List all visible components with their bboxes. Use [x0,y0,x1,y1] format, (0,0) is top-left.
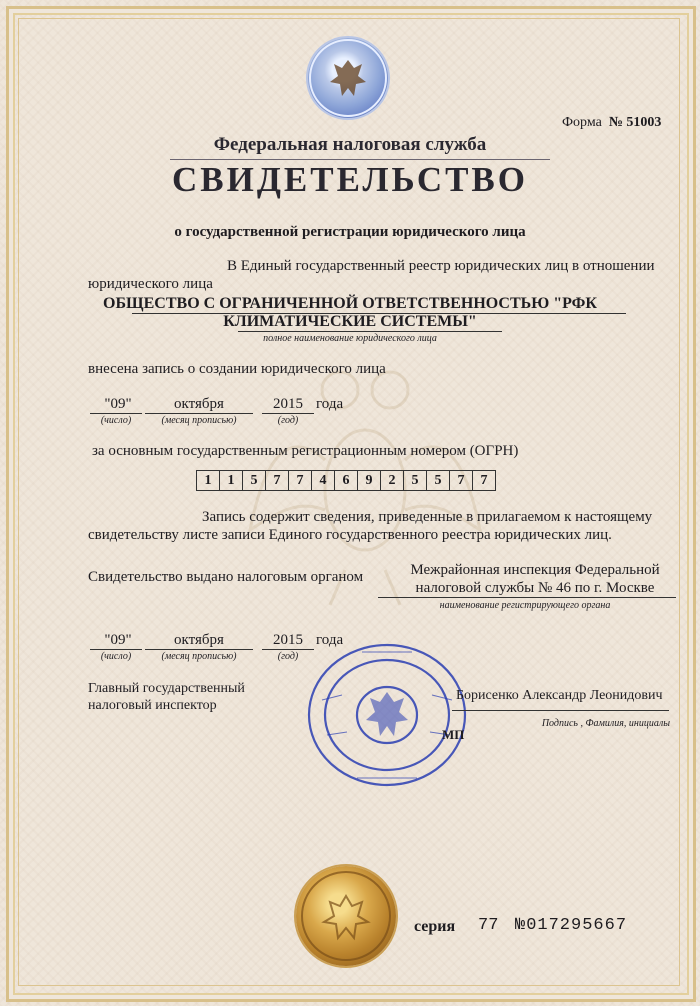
ogrn-boxes [196,470,496,491]
signer-line [452,710,669,711]
registry-text-line1: В Единый государственный реестр юридических лиц в отношении [227,258,655,274]
issue-year-caption: (год) [277,651,299,662]
series-label: серия [414,918,456,935]
ogrn-digit: 7 [266,471,289,490]
registry-text-line2: юридического лица [88,276,213,292]
issue-day-caption: (число) [100,651,132,662]
org-name-underline-2 [238,331,502,332]
record-text-line1: Запись содержит сведения, приведенные в прилагаемом к настоящему [202,509,653,525]
issue-year: 2015 [273,632,303,648]
ogrn-digit: 9 [358,471,381,490]
signer-name: Борисенко Александр Леонидович [456,688,663,703]
ogrn-digit: 6 [335,471,358,490]
entry-month-caption: (месяц прописью) [161,415,237,426]
org-name-underline [132,313,626,314]
series-number: 77 [478,916,499,935]
form-number: Форма № 51003 [562,115,662,130]
signer-caption: Подпись , Фамилия, инициалы [541,718,670,729]
serial-number: №017295667 [515,916,628,935]
issuer-organ-line [378,597,676,598]
record-text-line2: свидетельству листе записи Единого государственного реестра юридических лиц. [88,527,612,543]
ogrn-label: за основным государственным регистрационным номером (ОГРН) [92,443,519,459]
ogrn-digit: 5 [243,471,266,490]
ogrn-digit: 7 [289,471,312,490]
agency-name: Федеральная налоговая служба [213,134,487,155]
issue-month-caption: (месяц прописью) [161,651,237,662]
page-subtitle: о государственной регистрации юридического лица [174,224,526,240]
entry-day: "09" [104,396,132,412]
entry-year-line [262,413,314,414]
entry-month: октября [174,396,224,412]
entry-month-line [145,413,253,414]
ogrn-digit: 1 [220,471,243,490]
entry-text: внесена запись о создании юридического лица [88,361,386,377]
ogrn-digit: 7 [450,471,473,490]
ogrn-digit: 4 [312,471,335,490]
ogrn-digit: 5 [404,471,427,490]
hologram-emblem [308,38,388,118]
inspector-position: Главный государственный налоговый инспектор [88,681,245,713]
entry-day-caption: (число) [100,415,132,426]
issue-day-line [90,649,142,650]
issue-year-suffix: года [316,632,344,648]
entry-year-suffix: года [316,396,344,412]
ogrn-digit: 1 [197,471,220,490]
official-stamp [302,640,472,790]
entry-year-caption: (год) [277,415,299,426]
issuer-organ-caption: наименование регистрирующего органа [439,600,611,611]
issue-day: "09" [104,632,132,648]
org-name-caption: полное наименование юридического лица [263,333,437,344]
entry-year: 2015 [273,396,303,412]
issuer-organ: Межрайонная инспекция Федеральной налоговой службы № 46 по г. Москве [410,562,660,596]
issue-month: октября [174,632,224,648]
ogrn-digit: 7 [480,473,488,488]
page-title: СВИДЕТЕЛЬСТВО [171,160,529,199]
issuer-label: Свидетельство выдано налоговым органом [88,569,364,585]
ogrn-digit: 2 [381,471,404,490]
entry-day-line [90,413,142,414]
ogrn-digit: 5 [427,471,450,490]
organization-name: ОБЩЕСТВО С ОГРАНИЧЕННОЙ ОТВЕТСТВЕННОСТЬЮ "РФК КЛИМАТИЧЕСКИЕ СИСТЕМЫ" [103,295,597,330]
seal-place-label: МП [442,727,465,742]
issue-month-line [145,649,253,650]
gold-seal [296,866,396,966]
